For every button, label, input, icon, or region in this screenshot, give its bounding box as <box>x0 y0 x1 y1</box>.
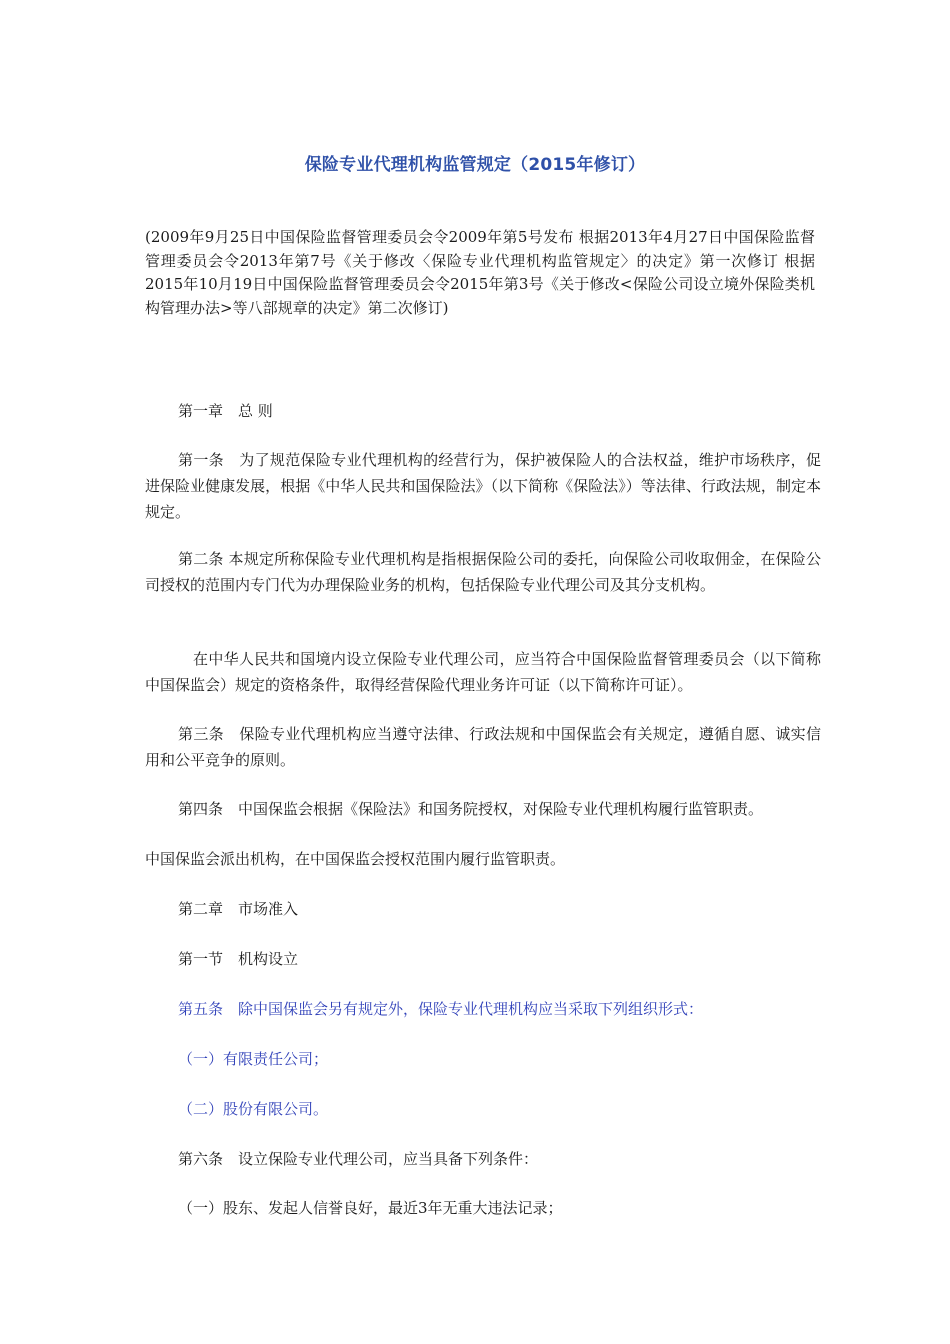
article-3: 第三条 保险专业代理机构应当遵守法律、行政法规和中国保监会有关规定，遵循自愿、诚实信用和公平竞争的原则。 <box>145 725 821 769</box>
chapter-heading-1: 第一章 总 则 <box>178 402 273 420</box>
article-2-paragraph-2: 在中华人民共和国境内设立保险专业代理公司，应当符合中国保险监督管理委员会（以下简称中国保监会）规定的资格条件，取得经营保险代理业务许可证（以下简称许可证）。 <box>145 650 821 694</box>
article-4: 第四条 中国保监会根据《保险法》和国务院授权，对保险专业代理机构履行监管职责。 <box>178 800 764 818</box>
article-6-item-1: （一）股东、发起人信誉良好，最近3年无重大违法记录； <box>178 1199 563 1217</box>
chapter-heading-2: 第二章 市场准入 <box>178 900 299 918</box>
document-title: 保险专业代理机构监管规定（2015年修订） <box>304 155 646 175</box>
article-4-paragraph-2: 中国保监会派出机构，在中国保监会授权范围内履行监管职责。 <box>145 850 566 868</box>
document-preamble: (2009年9月25日中国保险监督管理委员会令2009年第5号发布 根据2013年4月27日中国保险监督管理委员会令2013年第7号《关于修改〈保险专业代理机构监管规定〉的决定》第一次修订 根据2015年10月19日中国保险监督管理委员会令2015年第3号《关于修改<保险公司设立境外保险类机构管理办法>等八部规章的决定》第二次修订) <box>145 228 815 317</box>
section-heading-1: 第一节 机构设立 <box>178 950 299 968</box>
article-6: 第六条 设立保险专业代理公司，应当具备下列条件： <box>178 1150 539 1168</box>
article-5-item-1: （一）有限责任公司； <box>178 1050 329 1068</box>
article-2: 第二条 本规定所称保险专业代理机构是指根据保险公司的委托，向保险公司收取佣金，在保险公司授权的范围内专门代为办理保险业务的机构，包括保险专业代理公司及其分支机构。 <box>145 550 821 594</box>
article-5-item-2: （二）股份有限公司。 <box>178 1100 329 1118</box>
article-1: 第一条 为了规范保险专业代理机构的经营行为，保护被保险人的合法权益，维护市场秩序，促进保险业健康发展，根据《中华人民共和国保险法》（以下简称《保险法》）等法律、行政法规，制定本规定。 <box>145 451 821 521</box>
article-5: 第五条 除中国保监会另有规定外，保险专业代理机构应当采取下列组织形式： <box>178 1000 704 1018</box>
